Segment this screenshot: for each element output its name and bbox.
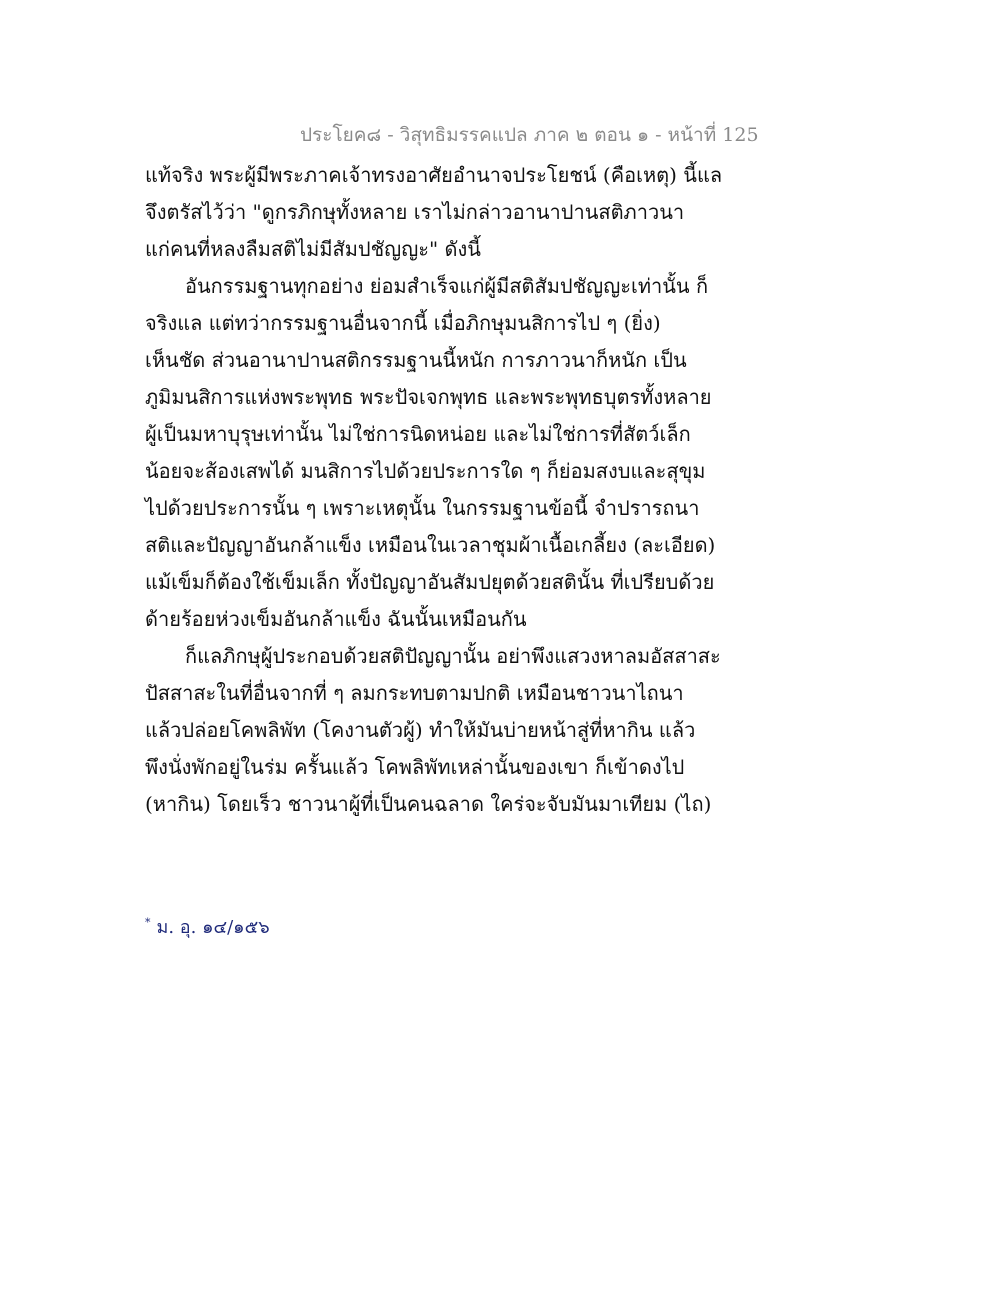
paragraph-start-line: อันกรรมฐานทุกอย่าง ย่อมสำเร็จแก่ผู้มีสติสัมปชัญญะเท่านั้น ก็ — [185, 274, 709, 298]
text-line: สติและปัญญาอันกล้าแข็ง เหมือนในเวลาชุมผ้าเนื้อเกลี้ยง (ละเอียด) — [145, 533, 716, 557]
text-line: แล้วปล่อยโคพลิพัท (โคงานตัวผู้) ทำให้มันบ่ายหน้าสู่ที่หากิน แล้ว — [145, 718, 696, 742]
body-text — [145, 157, 723, 823]
paragraph-start-line: ก็แลภิกษุผู้ประกอบด้วยสติปัญญานั้น อย่าพึงแสวงหาลมอัสสาสะ — [185, 644, 721, 668]
text-line: แก่คนที่หลงลืมสติไม่มีสัมปชัญญะ" ดังนี้ — [145, 237, 481, 261]
footnote-text: ม. อุ. ๑๔/๑๕๖ — [156, 917, 270, 938]
text-line: จริงแล แต่ทว่ากรรมฐานอื่นจากนี้ เมื่อภิกษุมนสิการไป ๆ (ยิ่ง) — [145, 311, 661, 335]
text-line: น้อยจะส้องเสพได้ มนสิการไปด้วยประการใด ๆ ก็ย่อมสงบและสุขุม — [145, 459, 706, 483]
footnote-marker: * — [145, 916, 151, 929]
text-line: ปัสสาสะในที่อื่นจากที่ ๆ ลมกระทบตามปกติ เหมือนชาวนาไถนา — [145, 681, 684, 705]
text-line: (หากิน) โดยเร็ว ชาวนาผู้ที่เป็นคนฉลาด ใคร่จะจับมันมาเทียม (ไถ) — [145, 792, 712, 816]
text-line: พึงนั่งพักอยู่ในร่ม ครั้นแล้ว โคพลิพัทเหล่านั้นของเขา ก็เข้าดงไป — [145, 755, 685, 779]
text-line: แม้เข็มก็ต้องใช้เข็มเล็ก ทั้งปัญญาอันสัมปยุตด้วยสตินั้น ที่เปรียบด้วย — [145, 570, 715, 594]
text-line: เห็นชัด ส่วนอานาปานสติกรรมฐานนี้หนัก การภาวนาก็หนัก เป็น — [145, 348, 687, 372]
text-line: จึงตรัสไว้ว่า "ดูกรภิกษุทั้งหลาย เราไม่กล่าวอานาปานสติภาวนา — [145, 200, 685, 224]
text-line: ภูมิมนสิการแห่งพระพุทธ พระปัจเจกพุทธ และพระพุทธบุตรทั้งหลาย — [145, 385, 712, 409]
text-line: แท้จริง พระผู้มีพระภาคเจ้าทรงอาศัยอำนาจประโยชน์ (คือเหตุ) นี้แล — [145, 163, 723, 187]
text-line: ด้ายร้อยห่วงเข็มอันกล้าแข็ง ฉันนั้นเหมือนกัน — [145, 607, 527, 631]
text-line: ไปด้วยประการนั้น ๆ เพราะเหตุนั้น ในกรรมฐานข้อนี้ จำปรารถนา — [145, 496, 700, 520]
text-line: ผู้เป็นมหาบุรุษเท่านั้น ไม่ใช่การนิดหน่อย และไม่ใช่การที่สัตว์เล็ก — [145, 422, 691, 446]
footnote — [145, 912, 270, 941]
page-header: ประโยค๘ - วิสุทธิมรรคแปล ภาค ๒ ตอน ๑ - หน้าที่ 125 — [300, 124, 759, 146]
